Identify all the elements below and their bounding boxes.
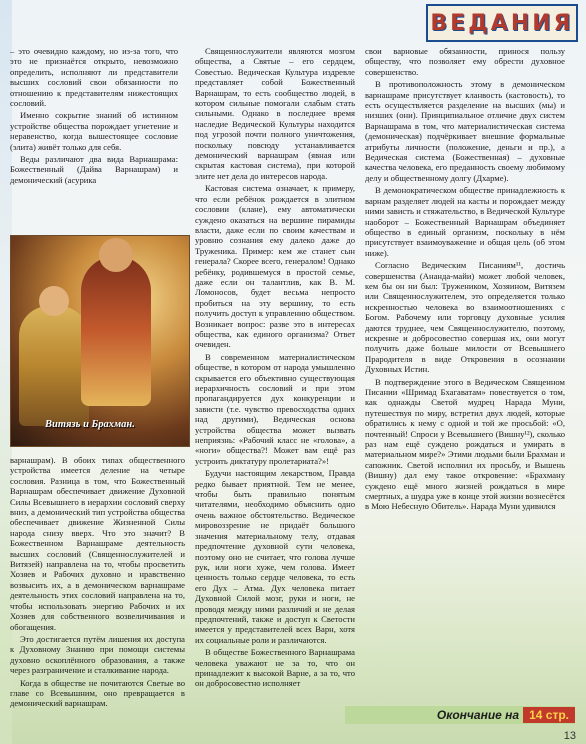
warrior-head (39, 286, 69, 316)
page-number: 13 (563, 730, 576, 742)
continuation-page-link[interactable]: 14 стр. (523, 707, 575, 723)
paragraph: – это очевидно каждому, но из-за того, что это не признаётся открыто, невозможно определить, исполняют ли представители высших сословий свои обязанности по отношению к представителям нижестоящих сословий. (10, 46, 178, 109)
paragraph: В современном материалистическом обществе, в котором от народа умышленно скрывается его объективно существующая иерархичность сословий и при этом пропагандируется дух конкуренции и зависти (т.е. чувство превосходства одних над другими), Ведическая основа устройства общества может вызвать неприязнь: «Рабочий класс не «голова», а «ноги» общества?! Может вам ещё раз устроить диктатуру пролетариата?»! (195, 351, 355, 466)
paragraph: варнашрам). В обоих типах общественного устройства имеется деление на четыре сословия. Разница в том, что Божественный Варнашрам обеспечивает движение Духовной Силы Всевышнего в иерархии сословий сверху вниз, а демонический тип устройства общества обеспечивает движение Жизненной Силы народа снизу вверх. Что это значит? В Божественном Варнашраме деятельность высших сословий (Священнослужителей и Витязей) направлена на то, чтобы просветить Хозяев и Рабочих духовно и нравственно возвысить их, а в демоническом варнашраме деятельность этих сословий направлена на то, чтобы использовать энергию Рабочих и их Хозяев для собственного возвеличивания и обогащения. (10, 455, 185, 632)
paragraph: Когда в обществе не почитаются Светые во главе со Всевышним, оно превращается в демонический варнашрам. (10, 677, 185, 709)
paragraph: Это достигается путём лишения их доступа к Духовному Знанию при помощи системы духовно оскоплённого образования, а также через разграничение и сталкивание народа. (10, 633, 185, 676)
brahman-figure (81, 256, 151, 406)
warrior-figure (19, 306, 89, 426)
column-1-top (10, 46, 178, 187)
illustration-caption: Витязь и Брахман. (45, 419, 135, 430)
paragraph: Будучи настоящим лекарством, Правда редко бывает приятной. Тем не менее, чтобы быть правильно понятым читателями, необходимо объяснить одно очень важное обстоятельство. Ведическое мировоззрение не придаёт большого значения материальному телу, отдавая предпочтение духовной сути человека, поэтому оно не считает, что голова лучше рук, или ноги хуже, чем голова. Имеет ценность только сердце человека, то есть его Дух – Атма. Дух человека питает Духовной Силой мозг, руки и ноги, не проводя между ними различий и не делая предпочтений, также и доступ к Светости имеется у представителей всех Варн, хотя их социальные роли и различаются. (195, 468, 355, 645)
paragraph: свои варновые обязанности, принося пользу обществу, что позволяет ему обрести духовное совершенство. (365, 46, 565, 77)
magazine-logo (426, 4, 578, 42)
continuation-bar (345, 706, 575, 724)
column-1-bottom (10, 455, 185, 711)
logo-text: ВЕДАНИЯ (430, 10, 574, 36)
continuation-label: Окончание на (436, 708, 520, 722)
paragraph: Согласно Ведическим Писаниям¹¹, достичь совершенства (Ананда-майи) может любой человек, кем бы он ни был: Тружеником, Хозяином, Витязем или Священнослужителем, это определяется только искренностью человека во взаимоотношениях с Богом. Рабочему или торговцу духовные усилия даются труднее, чем Священнослужителю, поэтому, искренне и добросовестно совершая их, они могут получить даже больше милости от Всевышнего Прародителя в виде Откровения в осознании Духовных Истин. (365, 260, 565, 375)
paragraph: В противоположность этому в демоническом варнашраме присутствует кланвость (кастовость), то есть осуществляется разделение на высших (мы) и низших (они). Принципиальное отличие двух систем Варнашрама в том, что материалистическая система (демоническая) подчёркивает внешние формальные атрибуты личности (положение, деньги и пр.), а Ведическая система (Божественная) – духовные качества человека, его преданность своему любимому делу и общественному долгу (Дхарме). (365, 79, 565, 183)
column-3 (365, 46, 565, 514)
brahman-head (99, 238, 133, 272)
column-2 (195, 46, 355, 691)
paragraph: Кастовая система означает, к примеру, что если ребёнок рождается в элитном сословии (клане), ему автоматически суждено оказаться на вершине пирамиды власти, даже если по своим качествам и уровню сознания ему далеко даже до Труженика. Пример: кем же станет сын генерала? Скорее всего, генералом! Однако ребёнку, родившемуся в простой семье, даже если он талантлив, как В. М. Ломоносов, будет весьма непросто пробиться на эту вершину, то есть получить доступ к управлению обществом. Возникает вопрос: разве это в интересах общества, как единого организма? Ответ очевиден. (195, 183, 355, 350)
paragraph: В демонократическом обществе принадлежность к варнам разделяет людей на касты и порождает между ними зависть и стяжательство, в Ведической Культуре наоборот – Божественный Варнашрам объединяет общество в единый организм, поскольку в нём присутствует взаимоуважение и общая цель (об этом ниже). (365, 185, 565, 258)
paragraph: В подтверждение этого в Ведическом Священном Писании «Шримад Бхагаватам» повествуется о том, как однажды Светой мудрец Нарада Муни, путешествуя по миру, встретил двух людей, которые обратились к нему с одной и той же просьбой: «О, почтенный! Спроси у Всевышнего (Вишну¹²), сколько раз нам ещё суждено рождаться и умирать в материальном мире?» Этими людьми были Брахман и сапожник. Светой исполнил их просьбу, и Вышень (Вишну) дал ему такое откровение: «Брахману суждено ещё много жизней рождаться в мире смертных, а шудра уже в конце этой жизни вознесётся в Мою Небесную Обитель». Нарада Муни удивился (365, 376, 565, 512)
paragraph: В обществе Божественного Варнашрама человека уважают не за то, что он принадлежит к высокой Варне, а за то, что он добросовестно исполняет (195, 647, 355, 689)
paragraph: Священнослужители являются мозгом общества, а Святые – его сердцем, Совестью. Ведическая Культура издревле представляет собой Божественный Варнашрам, то есть сообщество людей, в котором сильные помогали слабым стать сильными. Однако в последнее время наследие Ведической Культуры находится под угрозой почти полного уничтожения, поскольку повсюду устанавливается демонический варнашрам (явная или скрытая кастовая система), при которой элите нет дела до интересов народа. (195, 46, 355, 181)
illustration-vityaz-brahman (10, 235, 190, 447)
paragraph: Именно сокрытие знаний об истинном устройстве общества порождает угнетение и неравенство, когда вышестоящее сословие (элита) живёт только для себя. (10, 110, 178, 152)
paragraph: Веды различают два вида Варнашрама: Божественный (Дайва Варнашрам) и демонический (асурика (10, 154, 178, 185)
